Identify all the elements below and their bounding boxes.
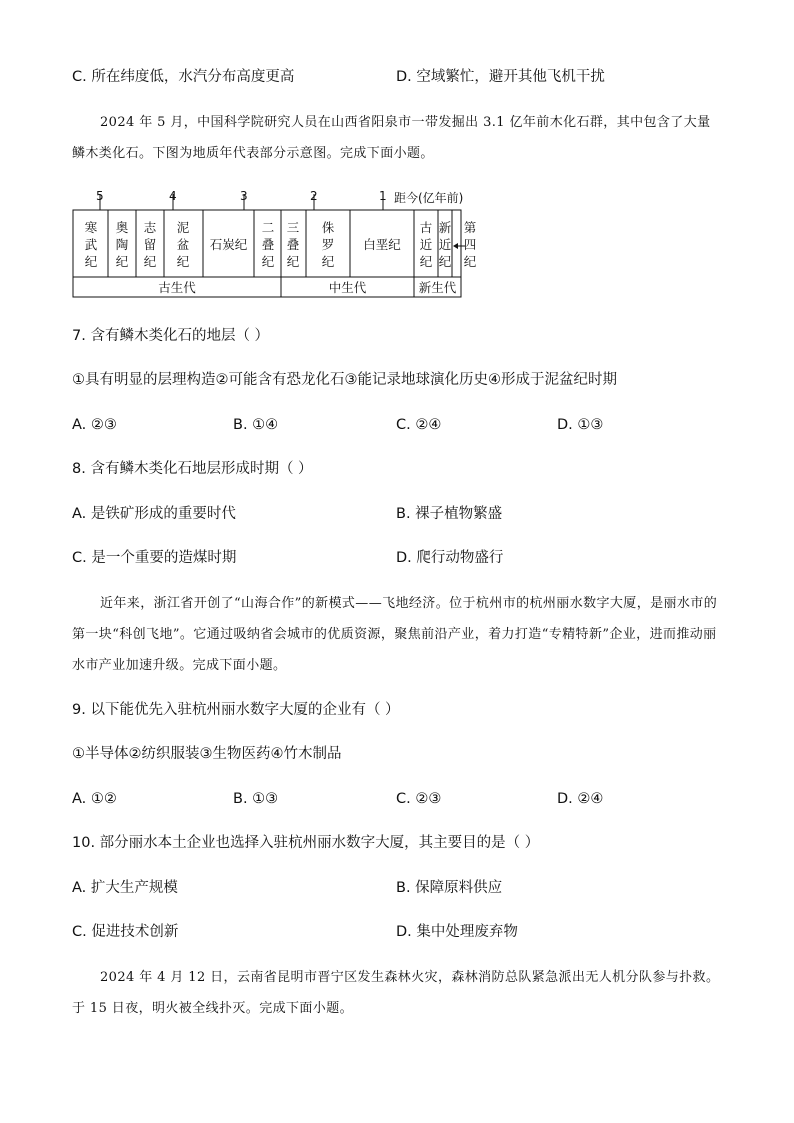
era-mesozoic: 中生代 [328, 280, 367, 295]
passage-enclave-economy: 近年来，浙江省开创了“山海合作”的新模式——飞地经济。位于杭州市的杭州丽水数字大厦，是丽水市的第一块“科创飞地”。它通过吸纳省会城市的优质资源，聚焦前沿产业，着力打造“专精特新”企业，进而推动丽水市产业加速升级。完成下面小题。 [72, 596, 718, 673]
period-ordovician [115, 219, 129, 270]
tick-label-4: 4 [169, 189, 177, 203]
period-label: 二 叠 纪 [261, 220, 275, 269]
passage-fossils: 2024 年 5 月，中国科学院研究人员在山西省阳泉市一带发掘出 3.1 亿年前木化石群，其中包含了大量鳞木类化石。下图为地质年代表部分示意图。完成下面小题。 [72, 115, 711, 161]
period-label: 泥 盆 纪 [176, 220, 190, 269]
q10-option-a: A. 扩大生产规模 [72, 880, 178, 896]
q9-option-c: C. ②③ [396, 791, 442, 807]
q6-option-d: D. 空域繁忙，避开其他飞机干扰 [396, 69, 605, 85]
passage-forest-fire: 2024 年 4 月 12 日，云南省昆明市晋宁区发生森林火灾，森林消防总队紧急派出无人机分队参与扑救。于 15 日夜，明火被全线扑灭。完成下面小题。 [72, 970, 720, 1016]
q8-option-d: D. 爬行动物盛行 [396, 550, 504, 566]
q10-option-d: D. 集中处理废弃物 [396, 924, 518, 940]
q10-option-c: C. 促进技术创新 [72, 924, 179, 940]
period-neogene [438, 219, 452, 270]
period-cretaceous: 白垩纪 [363, 237, 401, 252]
tick-label-1: 1 [379, 189, 387, 203]
period-cambrian [84, 219, 98, 270]
q9-option-a: A. ①② [72, 791, 117, 807]
period-label: 古 近 纪 [419, 220, 433, 269]
tick-label-2: 2 [310, 189, 318, 203]
period-triassic [286, 219, 300, 270]
q9-items: ①半导体②纺织服装③生物医药④竹木制品 [72, 746, 342, 762]
period-label: 新 近 纪 [438, 220, 452, 269]
q7-stem: 7. 含有鳞木类化石的地层（ ） [72, 328, 270, 344]
q10-stem: 10. 部分丽水本土企业也选择入驻杭州丽水数字大厦，其主要目的是（ ） [72, 835, 540, 851]
period-label: 奥 陶 纪 [115, 220, 129, 269]
period-label: 寒 武 纪 [84, 220, 98, 269]
period-jurassic [321, 219, 335, 270]
tick-label-5: 5 [96, 189, 104, 203]
q7-option-a: A. ②③ [72, 417, 117, 433]
geologic-timeline-figure [72, 189, 477, 300]
q9-option-b: B. ①③ [233, 791, 279, 807]
q8-option-b: B. 裸子植物繁盛 [396, 506, 503, 522]
q9-option-d: D. ②④ [557, 791, 604, 807]
q7-option-c: C. ②④ [396, 417, 442, 433]
scale-title: 距今(亿年前) [394, 191, 464, 205]
era-cenozoic: 新生代 [418, 280, 457, 295]
q7-option-b: B. ①④ [233, 417, 279, 433]
period-carboniferous: 石炭纪 [209, 237, 248, 252]
period-quaternary [463, 219, 477, 270]
period-paleogene [419, 219, 433, 270]
tick-label-3: 3 [240, 189, 248, 203]
period-silurian [143, 219, 157, 270]
q8-option-a: A. 是铁矿形成的重要时代 [72, 506, 236, 522]
q8-option-c: C. 是一个重要的造煤时期 [72, 550, 237, 566]
period-devonian [176, 219, 190, 270]
period-label: 第 四 纪 [463, 220, 477, 269]
q7-items: ①具有明显的层理构造②可能含有恐龙化石③能记录地球演化历史④形成于泥盆纪时期 [72, 372, 617, 388]
era-paleozoic: 古生代 [158, 280, 196, 295]
period-label: 志 留 纪 [143, 220, 157, 269]
period-label: 三 叠 纪 [286, 220, 300, 269]
q8-stem: 8. 含有鳞木类化石地层形成时期（ ） [72, 461, 313, 477]
q10-option-b: B. 保障原料供应 [396, 880, 503, 896]
q7-option-d: D. ①③ [557, 417, 604, 433]
period-permian [261, 219, 275, 270]
q6-option-c: C. 所在纬度低，水汽分布高度更高 [72, 69, 295, 85]
q9-stem: 9. 以下能优先入驻杭州丽水数字大厦的企业有（ ） [72, 702, 400, 718]
period-label: 侏 罗 纪 [321, 220, 335, 269]
